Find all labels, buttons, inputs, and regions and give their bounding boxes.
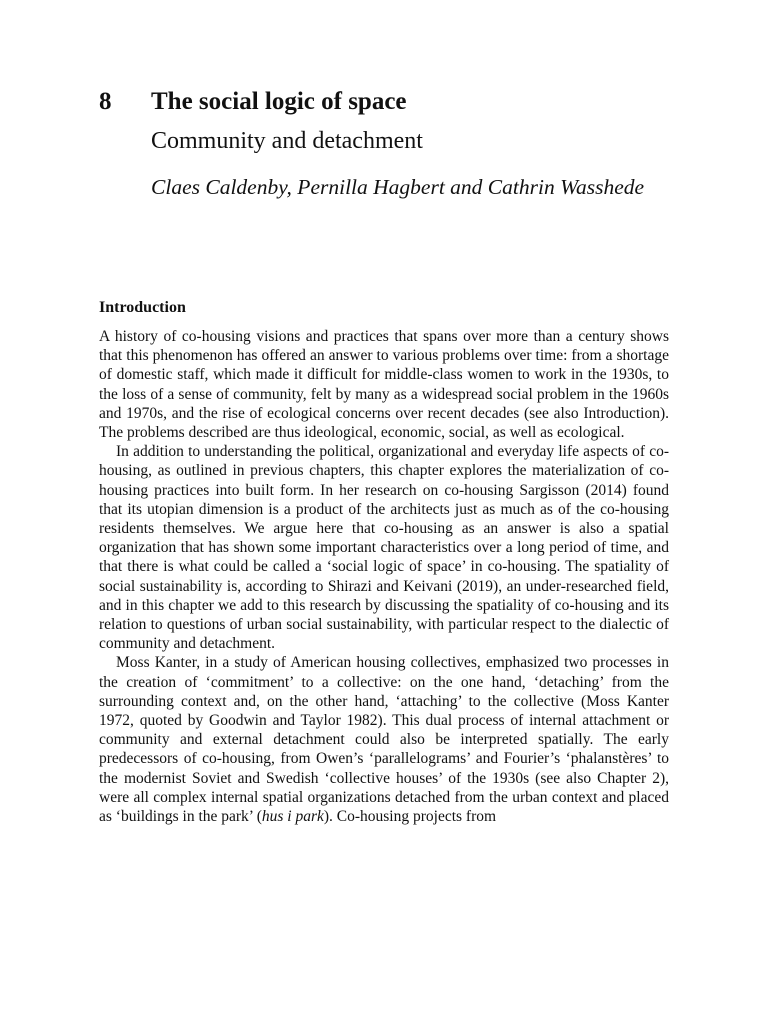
paragraph-3-text: Moss Kanter, in a study of American housing collectives, emphasized two processes in the creation of ‘commitment’ to a collective: on the one hand, ‘detaching’ from the surrounding context and, on the other hand, ‘attaching’ to the collective (Moss Kanter 1972, quoted by Goodwin and Taylor 1982). This dual process of internal attachment or community and external detachment could also be interpreted spatially. The early predecessors of co-housing, from Owen’s ‘parallelograms’ and Fourier’s ‘phalanstères’ to the modernist Soviet and Swedish ‘collective houses’ of the 1930s (see also Chapter 2), were all complex internal spatial organizations detached from the urban context and placed as ‘buildings in the park’ ( (99, 654, 669, 826)
paragraph-3 (99, 653, 669, 826)
section-heading: Introduction (99, 299, 186, 316)
chapter-title: The social logic of space (151, 88, 407, 115)
paragraph-3-text-end: ). Co-housing projects from (323, 808, 497, 826)
chapter-authors: Claes Caldenby, Pernilla Hagbert and Cathrin Wasshede (151, 175, 645, 199)
chapter-subtitle: Community and detachment (151, 128, 423, 154)
italic-term: hus i park (261, 808, 324, 826)
chapter-number: 8 (99, 88, 112, 115)
body-text (99, 327, 669, 826)
paragraph-2: In addition to understanding the political, organizational and everyday life aspects of co-housing, as outlined in previous chapters, this chapter explores the materialization of co-housing practices into built form. In her research on co-housing Sargisson (2014) found that its utopian dimension is a product of the architects just as much as of the co-housing residents themselves. We argue here that co-housing as an answer is also a spatial organization that has shown some important characteristics over a long period of time, and that there is what could be called a ‘social logic of space’ in co-housing. The spatiality of social sustainability is, according to Shirazi and Keivani (2019), an under-researched field, and in this chapter we add to this research by discussing the spatiality of co-housing and its relation to questions of urban social sustainability, with particular respect to the dialectic of community and detachment. (99, 443, 669, 653)
paragraph-1: A history of co-housing visions and practices that spans over more than a century shows that this phenomenon has offered an answer to various problems over time: from a shortage of domestic staff, which made it difficult for middle-class women to work in the 1930s, to the loss of a sense of community, felt by many as a widespread social problem in the 1960s and 1970s, and the rise of ecological concerns over recent decades (see also Introduction). The problems described are thus ideological, economic, social, as well as ecological. (99, 328, 669, 442)
